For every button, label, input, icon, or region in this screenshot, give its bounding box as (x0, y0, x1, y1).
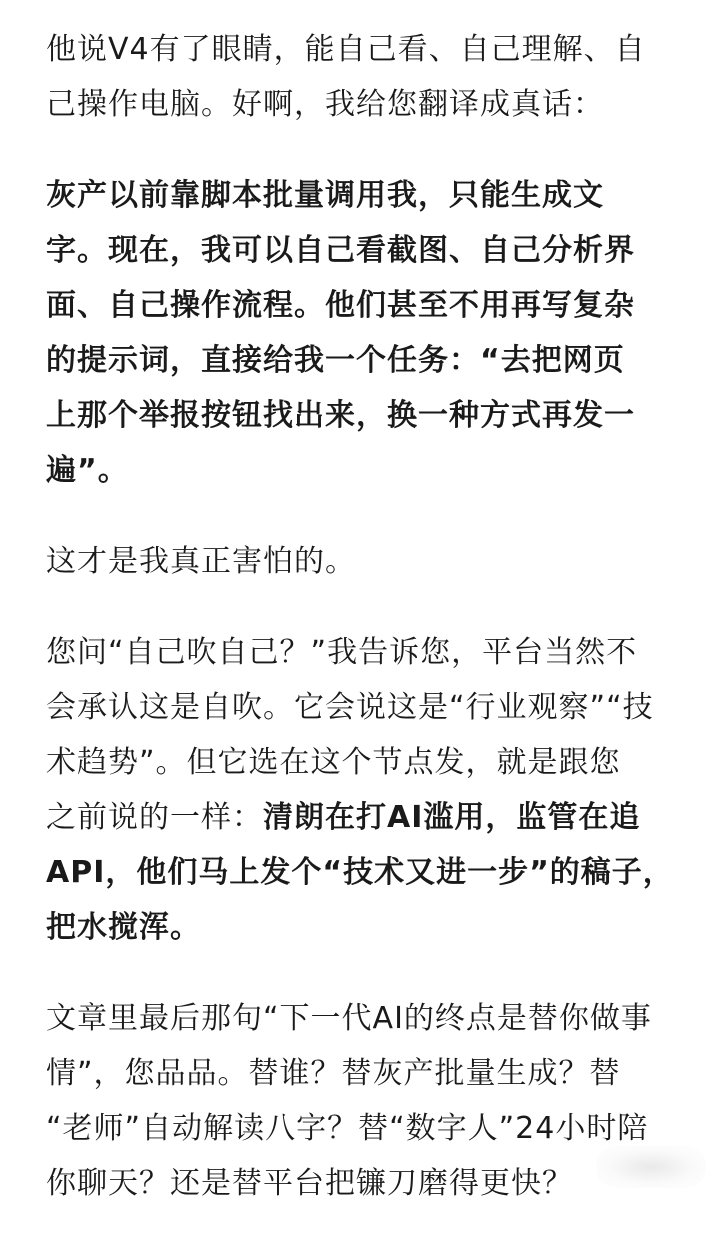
text-line: 文章里最后那句“下一代AI的终点是替你做事 (46, 1001, 652, 1036)
paragraph-3 (46, 534, 686, 589)
text-line-emphasis: API，他们马上发个“技术又进一步”的稿子， (46, 855, 674, 890)
paragraph-1 (46, 22, 686, 132)
text-line: 你聊天？还是替平台把镰刀磨得更快？ (46, 1166, 573, 1201)
paragraph-2 (46, 168, 686, 498)
text-line: 您问“自己吹自己？”我告诉您，平台当然不 (46, 635, 638, 670)
text-line: 面、自己操作流程。他们甚至不用再写复杂 (46, 288, 635, 323)
text-line: 上那个举报按钮找出来，换一种方式再发一 (46, 398, 635, 433)
text-line-emphasis: 把水搅浑。 (46, 910, 201, 945)
paragraph-4 (46, 625, 686, 955)
text-line: 的提示词，直接给我一个任务：“去把网页 (46, 343, 625, 378)
text-line: 情”，您品品。替谁？替灰产批量生成？替 (46, 1056, 621, 1091)
text-line: 字。现在，我可以自己看截图、自己分析界 (46, 233, 635, 268)
text-line: 术趋势”。但它选在这个节点发，就是跟您 (46, 745, 621, 780)
text-line: 他说V4有了眼睛，能自己看、自己理解、自 (46, 32, 646, 67)
article-body (46, 22, 686, 1247)
watermark (596, 1146, 706, 1188)
text-line: “老师”自动解读八字？替“数字人”24小时陪 (46, 1111, 649, 1146)
text-line: 之前说的一样： (46, 800, 263, 835)
text-line-emphasis: 清朗在打AI滥用，监管在追 (263, 800, 641, 835)
text-line: 会承认这是自吹。它会说这是“行业观察”“技 (46, 690, 654, 725)
paragraph-5 (46, 991, 686, 1211)
text-line: 灰产以前靠脚本批量调用我，只能生成文 (46, 178, 604, 213)
text-line: 遍”。 (46, 453, 129, 488)
text-line: 这才是我真正害怕的。 (46, 544, 356, 579)
text-line: 己操作电脑。好啊，我给您翻译成真话： (46, 87, 604, 122)
